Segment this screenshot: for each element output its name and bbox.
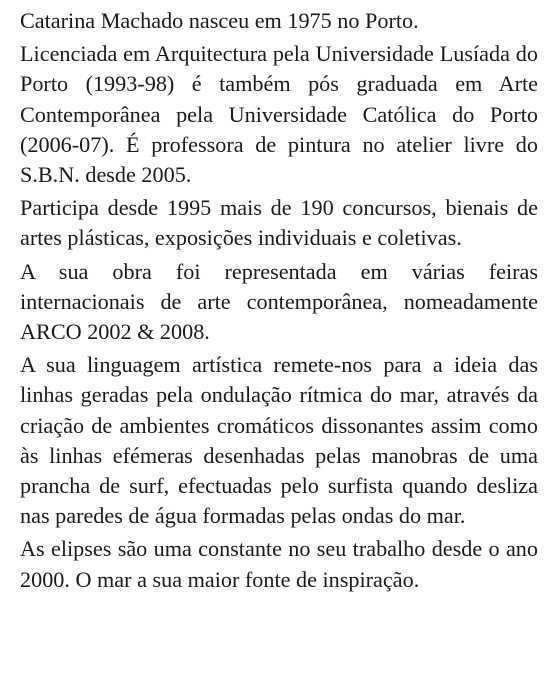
paragraph-birth: Catarina Machado nasceu em 1975 no Porto.	[20, 8, 419, 33]
paragraph-education: Licenciada em Arquitectura pela Universidade Lusíada do Porto (1993-98) é também pós graduada em Arte Contemporânea pela Universidade Católica do Porto (2006-07). É professora de pintura no atelier livre do S.B.N. desde 2005.	[20, 41, 538, 188]
paragraph-fairs: A sua obra foi representada em várias feiras internacionais de arte contemporânea, nomeadamente ARCO 2002 & 2008.	[20, 258, 538, 345]
paragraph-ellipses: As elipses são uma constante no seu trabalho desde o ano 2000. O mar a sua maior fonte de inspiração.	[20, 536, 538, 592]
paragraph-competitions: Participa desde 1995 mais de 190 concursos, bienais de artes plásticas, exposições individuais e coletivas.	[20, 195, 538, 251]
paragraph-artistic-language: A sua linguagem artística remete-nos para a ideia das linhas geradas pela ondulação rítmica do mar, através da criação de ambientes cromáticos dissonantes assim como às linhas efémeras desenhadas pelas manobras de uma prancha de surf, efectuadas pelo surfista quando desliza nas paredes de água formadas pelas ondas do mar.	[20, 352, 538, 529]
